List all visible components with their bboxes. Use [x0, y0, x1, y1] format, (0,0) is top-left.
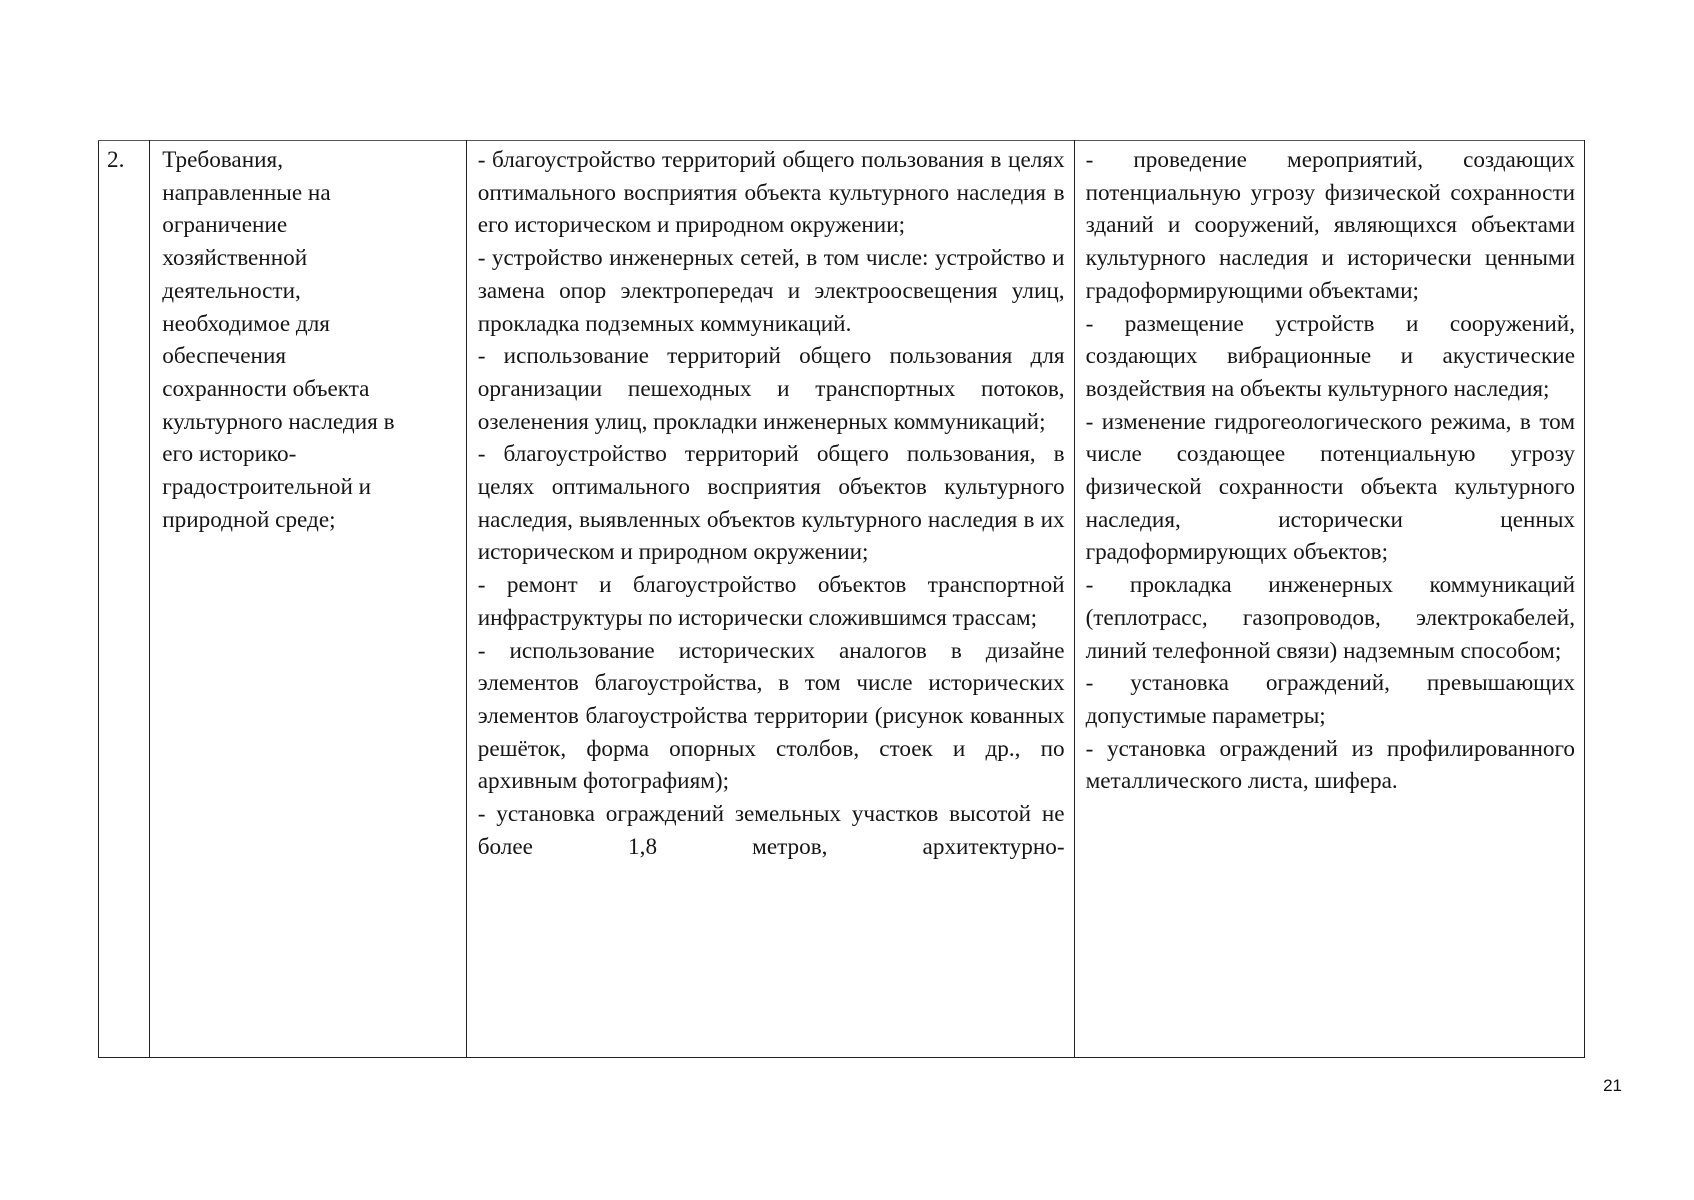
requirement-line: хозяйственной	[162, 245, 308, 272]
list-item: - использование исторических аналогов в дизайне элементов благоустройства, в том числе исторических элементов благоустройства территории (рисунок кованных решёток, форма опорных столбов, стоек и др., по архивным фотографиям);	[477, 637, 1065, 795]
list-item: - установка ограждений из профилированного металлического листа, шифера.	[1085, 735, 1575, 795]
row-number: 2.	[107, 147, 125, 173]
requirement-line: сохранности объекта	[162, 375, 370, 402]
list-item: - использование территорий общего пользования для организации пешеходных и транспортных потоков, озеленения улиц, прокладки инженерных коммуникаций;	[477, 343, 1065, 435]
list-item: - благоустройство территорий общего пользования, в целях оптимального восприятия объектов культурного наследия, выявленных объектов культурного наследия в их историческом и природном окружении;	[477, 441, 1065, 566]
row-number-cell	[99, 141, 150, 1058]
requirement-line: Требования,	[162, 147, 284, 173]
table-row	[99, 141, 1585, 1058]
regulations-table	[98, 140, 1585, 1058]
requirement-line: градостроительной и	[162, 474, 372, 501]
requirement-line: природной среде;	[162, 506, 336, 533]
list-item: - установка ограждений, превышающих допустимые параметры;	[1085, 670, 1575, 729]
list-item: - изменение гидрогеологического режима, в том числе создающее потенциальную угрозу физической сохранности объекта культурного наследия, исторически ценных градоформирующих объектов;	[1085, 408, 1575, 566]
list-item: - проведение мероприятий, создающих потенциальную угрозу физической сохранности зданий и сооружений, являющихся объектами культурного наследия и исторически ценными градоформирующими объектами;	[1085, 147, 1575, 304]
requirement-line: его историко-	[162, 441, 297, 468]
requirement-line: необходимое для	[162, 310, 330, 337]
list-item: - устройство инженерных сетей, в том числе: устройство и замена опор электропередач и электроосвещения улиц, прокладка подземных коммуникаций.	[477, 245, 1065, 337]
list-item: - благоустройство территорий общего пользования в целях оптимального восприятия объекта культурного наследия в его историческом и природном окружении;	[477, 147, 1065, 239]
requirement-line: обеспечения	[162, 343, 287, 370]
list-item: - прокладка инженерных коммуникаций (теплотрасс, газопроводов, электрокабелей, линий телефонной связи) надземным способом;	[1085, 572, 1575, 664]
forbidden-activities-cell	[1074, 141, 1584, 1058]
requirement-line: направленные на	[162, 179, 331, 206]
requirement-line: деятельности,	[162, 277, 301, 304]
list-item: - установка ограждений земельных участков высотой не более 1,8 метров, архитектурно-	[477, 801, 1065, 860]
requirement-cell	[150, 141, 466, 1058]
requirement-line: ограничение	[162, 212, 288, 239]
list-item: - размещение устройств и сооружений, создающих вибрационные и акустические воздействия на объекты культурного наследия;	[1085, 310, 1575, 402]
page-number: 21	[1603, 1076, 1622, 1095]
allowed-activities-cell	[466, 141, 1074, 1058]
requirement-line: культурного наследия в	[162, 408, 395, 435]
list-item: - ремонт и благоустройство объектов транспортной инфраструктуры по исторически сложившимся трассам;	[477, 572, 1065, 631]
